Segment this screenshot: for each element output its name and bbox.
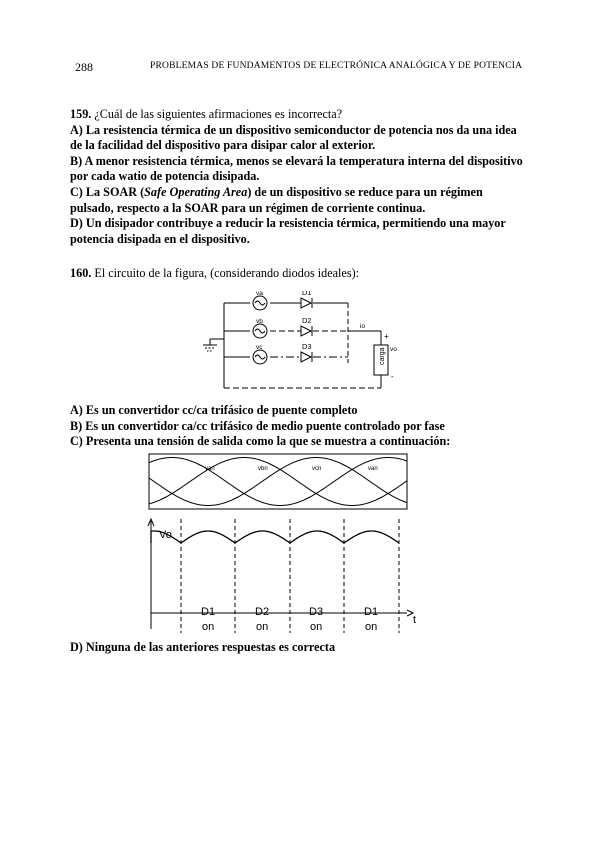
- on-label: on: [256, 621, 269, 633]
- option-b: B) A menor resistencia térmica, menos se elevará la temperatura interna del dispositivo por cada watio de potencia disipada.: [70, 153, 523, 184]
- circuit-diagram: [198, 291, 408, 395]
- waveform-diagram: [145, 451, 430, 636]
- phase-label-van: van: [205, 466, 215, 472]
- minus-sign: -: [391, 372, 394, 381]
- question-text: El circuito de la figura, (considerando diodos ideales):: [91, 266, 360, 280]
- three-phase-plot-frame: [149, 454, 407, 509]
- diode-label-d1: D1: [302, 291, 312, 297]
- diode-on-label-d1-2: D1: [364, 606, 379, 618]
- option-c-pre: C) La SOAR (: [70, 184, 145, 199]
- on-label: on: [202, 621, 215, 633]
- option-c: C) Presenta una tensión de salida como la que se muestra a continuación:: [70, 434, 451, 449]
- diode-on-label-d3: D3: [309, 606, 324, 618]
- option-c-italic: Safe Operating Area: [144, 184, 248, 199]
- question-159-prompt: [70, 107, 528, 123]
- diode-label-d3: D3: [302, 342, 312, 351]
- diode-label-d2: D2: [302, 316, 312, 325]
- option-a: A) Es un convertidor cc/ca trifásico de puente completo: [70, 403, 358, 417]
- output-axis-label: Vo: [159, 529, 172, 541]
- output-voltage-label: vo: [390, 346, 397, 353]
- question-160-option-d: [70, 640, 528, 656]
- source-label-c: vc: [256, 344, 263, 351]
- option-c: [70, 185, 528, 216]
- question-160-prompt: [70, 266, 528, 282]
- phase-label-vbn: vbn: [258, 466, 268, 472]
- diode-icons: [301, 298, 312, 362]
- question-number: 159.: [70, 107, 92, 121]
- diode-on-label-d1: D1: [201, 606, 216, 618]
- option-d: D) Un disipador contribuye a reducir la resistencia térmica, permitiendo una mayor potencia disipada en el dispositivo.: [70, 216, 506, 246]
- option-a: A) La resistencia térmica de un dispositivo semiconductor de potencia nos da una idea de la facilidad del dispositivo para disipar calor al exterior.: [70, 122, 517, 153]
- question-159: [70, 107, 528, 247]
- time-axis-label: t: [413, 614, 417, 626]
- output-voltage-waveform: [151, 531, 399, 543]
- question-text: ¿Cuál de las siguientes afirmaciones es incorrecta?: [91, 107, 343, 121]
- option-c-post: ) de un dispositivo se reduce para un régimen pulsado, respecto a la SOAR para un régimen de corriente continua.: [70, 184, 483, 215]
- source-label-a: va: [256, 291, 263, 297]
- plus-sign: +: [384, 332, 389, 341]
- phase-label-vcn: vcn: [312, 466, 322, 472]
- option-b: B) Es un convertidor ca/cc trifásico de medio puente controlado por fase: [70, 418, 445, 433]
- source-label-b: vb: [256, 318, 263, 325]
- option-d: D) Ninguna de las anteriores respuestas es correcta: [70, 640, 336, 654]
- running-title: PROBLEMAS DE FUNDAMENTOS DE ELECTRÓNICA ANALÓGICA Y DE POTENCIA: [150, 61, 523, 71]
- three-phase-sine-waves: [149, 458, 407, 506]
- phase-label-van-2: van: [368, 466, 378, 472]
- question-number: 160.: [70, 266, 92, 280]
- on-label: on: [310, 621, 323, 633]
- page-number: 288: [75, 60, 93, 74]
- current-label: io: [360, 323, 366, 330]
- question-160-options: [70, 403, 528, 450]
- voltage-source-icons: [253, 296, 267, 364]
- load-label: carga: [379, 347, 386, 365]
- on-label: on: [365, 621, 378, 633]
- diode-on-label-d2: D2: [255, 606, 270, 618]
- question-160: [70, 266, 528, 282]
